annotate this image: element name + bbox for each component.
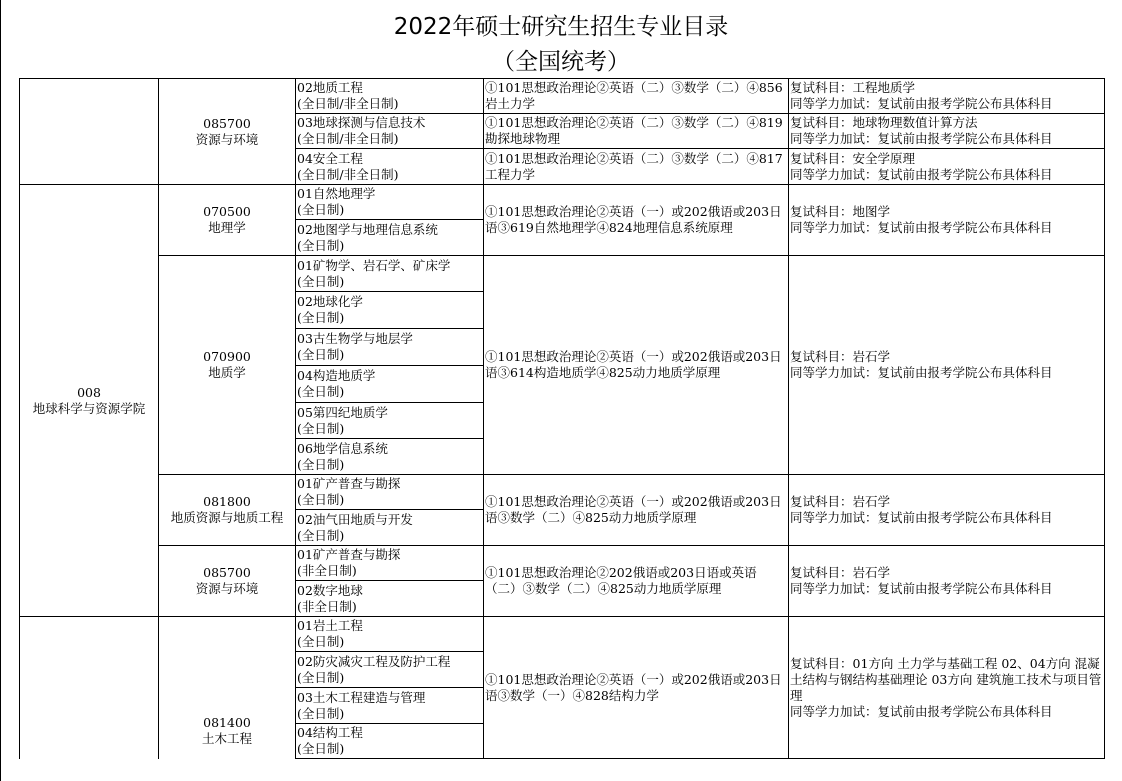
retest-cell [789, 79, 1105, 114]
direction-cell [296, 366, 484, 403]
direction-cell [296, 114, 484, 149]
retest-cell [789, 617, 1105, 759]
retest-subjects: 复试科目：岩石学 [790, 565, 891, 580]
major-code: 085700 [203, 115, 251, 131]
extra-exam-note: 同等学力加试：复试前由报考学院公布具体科目 [790, 703, 1053, 719]
retest-cell [789, 149, 1105, 185]
direction-cell [296, 149, 484, 185]
direction-name: 01岩土工程 [297, 618, 363, 633]
direction-mode: (全日制/非全日制) [297, 131, 399, 146]
direction-mode: (全日制) [297, 492, 345, 507]
table-row [20, 185, 1105, 220]
page-title: 2022年硕士研究生招生专业目录 [393, 14, 729, 40]
major-cell [159, 256, 296, 475]
table-row [20, 475, 1105, 510]
major-name: 资源与环境 [195, 131, 259, 147]
major-code: 070900 [203, 349, 251, 364]
exam-subjects: ①101思想政治理论②英语（一）或202俄语或203日语③数学（二）④825动力地质学原理 [484, 475, 789, 546]
direction-name: 04结构工程 [297, 725, 363, 740]
direction-name: 05第四纪地质学 [297, 404, 388, 420]
major-name: 地理学 [208, 220, 246, 235]
direction-mode: (全日制) [297, 202, 345, 217]
exam-subjects: ①101思想政治理论②英语（一）或202俄语或203日语③614构造地质学④825动力地质学原理 [484, 256, 789, 475]
extra-exam-note: 同等学力加试：复试前由报考学院公布具体科目 [790, 220, 1053, 235]
extra-exam-note: 同等学力加试：复试前由报考学院公布具体科目 [790, 510, 1053, 525]
direction-name: 02数字地球 [297, 582, 363, 598]
direction-name: 02地图学与地理信息系统 [297, 221, 438, 237]
retest-subjects: 复试科目：地球物理数值计算方法 [790, 115, 978, 130]
direction-cell [296, 403, 484, 439]
major-name: 资源与环境 [195, 581, 259, 596]
direction-cell [296, 256, 484, 292]
retest-cell [789, 256, 1105, 475]
direction-cell [296, 688, 484, 724]
direction-cell [296, 185, 484, 220]
retest-subjects: 复试科目：安全学原理 [790, 150, 916, 166]
extra-exam-note: 同等学力加试：复试前由报考学院公布具体科目 [790, 96, 1053, 111]
direction-name: 01矿物学、岩石学、矿床学 [297, 257, 451, 273]
retest-subjects: 复试科目：岩石学 [790, 349, 891, 364]
direction-cell [296, 292, 484, 329]
extra-exam-note: 同等学力加试：复试前由报考学院公布具体科目 [790, 365, 1053, 380]
direction-cell [296, 652, 484, 688]
direction-mode: (全日制) [297, 527, 345, 543]
direction-mode: (全日制) [297, 669, 345, 685]
major-code: 081400 [203, 714, 251, 730]
page-left-border [0, 0, 1, 781]
direction-mode: (全日制) [297, 310, 345, 325]
direction-cell [296, 475, 484, 510]
retest-cell [789, 114, 1105, 149]
retest-subjects: 复试科目：地图学 [790, 204, 891, 219]
college-cell [20, 185, 159, 617]
direction-cell [296, 510, 484, 546]
direction-mode: (非全日制) [297, 563, 357, 578]
major-name: 土木工程 [201, 730, 252, 746]
direction-name: 04安全工程 [297, 150, 363, 166]
direction-name: 03地球探测与信息技术 [297, 115, 426, 130]
exam-subjects: ①101思想政治理论②202俄语或203日语或英语（二）③数学（二）④825动力地质学原理 [484, 546, 789, 617]
direction-mode: (全日制) [297, 705, 345, 721]
direction-name: 03土木工程建造与管理 [297, 689, 426, 705]
major-cell [159, 617, 296, 759]
table-row [20, 79, 1105, 114]
direction-cell [296, 79, 484, 114]
table-row [20, 617, 1105, 652]
direction-name: 02地质工程 [297, 80, 363, 95]
direction-name: 01矿产普查与勘探 [297, 476, 401, 491]
table-row [20, 256, 1105, 292]
college-code: 008 [77, 384, 101, 400]
college-cell-empty [20, 79, 159, 185]
major-code: 081800 [203, 494, 251, 509]
catalog-table [19, 78, 1105, 759]
direction-name: 01矿产普查与勘探 [297, 547, 401, 562]
direction-mode: (全日制) [297, 420, 345, 436]
exam-subjects: ①101思想政治理论②英语（二）③数学（二）④856岩土力学 [484, 79, 789, 114]
direction-cell [296, 329, 484, 366]
direction-mode: (全日制) [297, 237, 345, 253]
major-cell [159, 185, 296, 256]
direction-mode: (全日制/非全日制) [297, 166, 399, 182]
direction-mode: (全日制) [297, 273, 345, 289]
direction-mode: (全日制) [297, 347, 345, 362]
table-row [20, 546, 1105, 581]
exam-subjects: ①101思想政治理论②英语（一）或202俄语或203日语③数学（一）④828结构力学 [484, 617, 789, 759]
direction-name: 04构造地质学 [297, 368, 376, 383]
direction-cell [296, 724, 484, 759]
direction-name: 02油气田地质与开发 [297, 511, 413, 527]
direction-name: 03古生物学与地层学 [297, 331, 413, 346]
direction-cell [296, 439, 484, 475]
major-code: 070500 [203, 204, 251, 219]
major-cell [159, 475, 296, 546]
direction-mode: (全日制) [297, 384, 345, 399]
direction-cell [296, 220, 484, 256]
page-subtitle: （全国统考） [492, 49, 630, 75]
direction-name: 02防灾减灾工程及防护工程 [297, 653, 451, 669]
major-code: 085700 [203, 565, 251, 580]
college-cell-empty [20, 617, 159, 759]
retest-subjects: 复试科目：01方向 土力学与基础工程 02、04方向 混凝土结构与钢结构基础理论 03方向 建筑施工技术与项目管理 [790, 655, 1102, 703]
direction-cell [296, 546, 484, 581]
retest-cell [789, 185, 1105, 256]
major-cell [159, 546, 296, 617]
direction-mode: (全日制) [297, 741, 345, 756]
exam-subjects: ①101思想政治理论②英语（二）③数学（二）④819勘探地球物理 [484, 114, 789, 149]
retest-cell [789, 546, 1105, 617]
extra-exam-note: 同等学力加试：复试前由报考学院公布具体科目 [790, 581, 1053, 596]
major-name: 地质学 [208, 365, 246, 380]
retest-subjects: 复试科目：工程地质学 [790, 80, 916, 95]
direction-mode: (全日制) [297, 456, 345, 472]
extra-exam-note: 同等学力加试：复试前由报考学院公布具体科目 [790, 166, 1053, 182]
major-name: 地质资源与地质工程 [170, 510, 284, 525]
extra-exam-note: 同等学力加试：复试前由报考学院公布具体科目 [790, 131, 1053, 146]
direction-mode: (全日制/非全日制) [297, 96, 399, 111]
college-name: 地球科学与资源学院 [32, 400, 146, 416]
direction-name: 01自然地理学 [297, 186, 376, 201]
direction-mode: (全日制) [297, 634, 345, 649]
exam-subjects: ①101思想政治理论②英语（一）或202俄语或203日语③619自然地理学④824地理信息系统原理 [484, 185, 789, 256]
major-cell [159, 79, 296, 185]
direction-name: 06地学信息系统 [297, 440, 388, 456]
direction-name: 02地球化学 [297, 294, 363, 309]
direction-cell [296, 617, 484, 652]
direction-cell [296, 581, 484, 617]
retest-subjects: 复试科目：岩石学 [790, 494, 891, 509]
retest-cell [789, 475, 1105, 546]
direction-mode: (非全日制) [297, 598, 357, 614]
exam-subjects: ①101思想政治理论②英语（二）③数学（二）④817工程力学 [484, 149, 789, 185]
